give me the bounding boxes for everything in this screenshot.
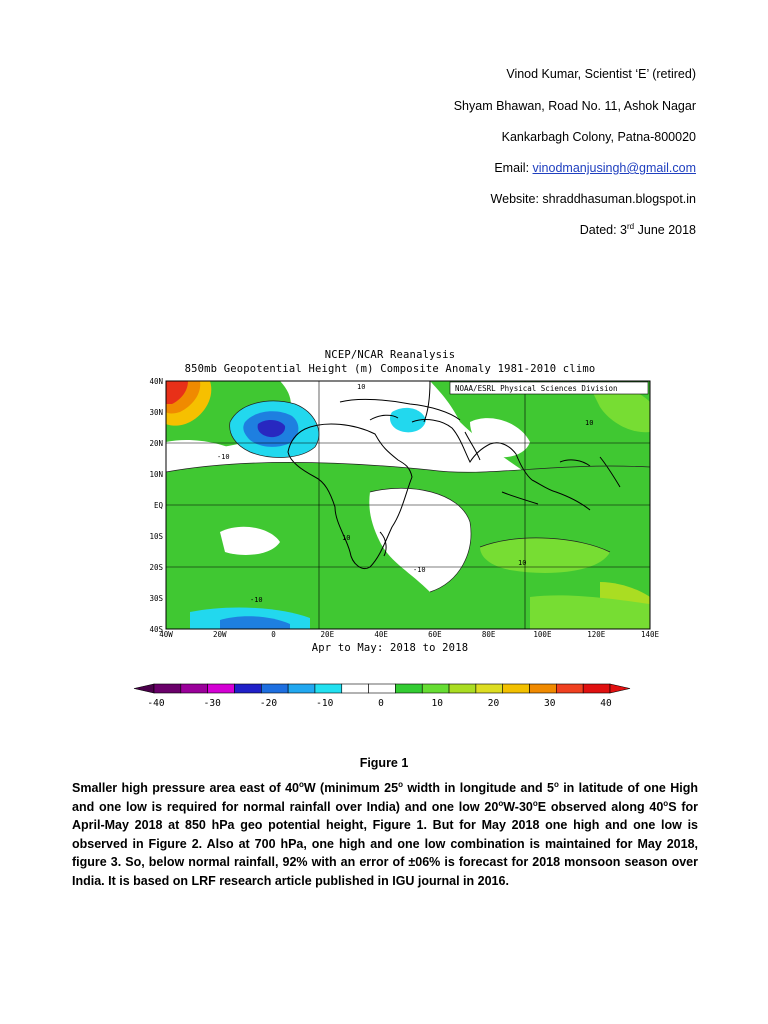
colorbar-cell bbox=[503, 684, 530, 693]
colorbar-labels bbox=[147, 698, 612, 709]
lat-tick-label: 10N bbox=[149, 470, 163, 479]
colorbar-cell bbox=[181, 684, 208, 693]
colorbar-cell bbox=[422, 684, 449, 693]
contour-label: 10 bbox=[518, 559, 527, 567]
colorbar-cell bbox=[342, 684, 369, 693]
email-label: Email: bbox=[494, 161, 530, 175]
lat-tick-label: 40S bbox=[149, 625, 163, 634]
colorbar-tick-label: 10 bbox=[431, 698, 443, 709]
colorbar-tick-label: -40 bbox=[147, 698, 165, 709]
colorbar-tick-label: 0 bbox=[378, 698, 384, 709]
contour-label: 10 bbox=[585, 419, 594, 427]
email-line bbox=[494, 161, 696, 175]
lon-tick-label: 140E bbox=[640, 630, 660, 639]
colorbar-min-arrow bbox=[134, 684, 154, 693]
lat-tick-label: 10S bbox=[149, 532, 163, 541]
colorbar-tick-label: -10 bbox=[316, 698, 334, 709]
contour-label: -10 bbox=[217, 453, 230, 461]
colorbar-cell bbox=[556, 684, 583, 693]
lat-tick-label: 40N bbox=[149, 377, 163, 386]
colorbar-tick-label: -20 bbox=[259, 698, 278, 709]
colorbar-cell bbox=[449, 684, 476, 693]
colorbar-cell bbox=[476, 684, 503, 693]
contour-label: 10 bbox=[357, 383, 366, 391]
contour-label: 10 bbox=[342, 534, 351, 542]
lon-tick-label: 100E bbox=[533, 630, 552, 639]
colorbar-cell bbox=[530, 684, 557, 693]
colorbar-cell bbox=[395, 684, 422, 693]
colorbar bbox=[130, 682, 650, 712]
lat-tick-label: 30N bbox=[149, 408, 163, 417]
body-paragraph: Smaller high pressure area east of 40$^o$W (minimum 25$^o$ width in longitude and 5$^o$ in latitude of one High and one low is required for normal rainfall over India) and one low 20$^o$W-30$^o$E observed along 40$^o$S for April-May 2018 at 850 hPa geo potential height, Figure 1. But for May 2018 one high and one low is observed in Figure 2. Also at 700 hPa, one high and one low combination is maintained for May 2018, figure 3. So, below normal rainfall, 92% with an error of ±06% is forecast for 2018 monsoon season over India. It is based on LRF research article published in IGU journal in 2016. bbox=[72, 779, 699, 888]
dated-line: Dated: 3rd June 2018 bbox=[579, 221, 696, 237]
lon-tick-label: 20E bbox=[320, 630, 335, 639]
colorbar-cell bbox=[208, 684, 235, 693]
colorbar-cell bbox=[583, 684, 610, 693]
lat-tick-label: 30S bbox=[149, 594, 163, 603]
credit-text: NOAA/ESRL Physical Sciences Division bbox=[455, 384, 618, 393]
contour-label: -10 bbox=[413, 566, 426, 574]
longitude-labels bbox=[159, 630, 659, 639]
lat-tick-label: 20S bbox=[149, 563, 163, 572]
address-line-2: Kankarbagh Colony, Patna-800020 bbox=[501, 130, 696, 144]
figure-title-1: NCEP/NCAR Reanalysis bbox=[324, 349, 456, 361]
author-name-line: Vinod Kumar, Scientist ‘E’ (retired) bbox=[506, 67, 696, 81]
lon-tick-label: 40E bbox=[374, 630, 388, 639]
website-line: Website: shraddhasuman.blogspot.in bbox=[490, 192, 696, 206]
colorbar-cell bbox=[234, 684, 261, 693]
latitude-labels bbox=[149, 377, 163, 634]
colorbar-tick-label: 40 bbox=[600, 698, 612, 709]
colorbar-max-arrow bbox=[610, 684, 630, 693]
lon-tick-label: 0 bbox=[271, 630, 276, 639]
lon-tick-label: 120E bbox=[587, 630, 606, 639]
colorbar-cell bbox=[261, 684, 288, 693]
colorbar-cell bbox=[154, 684, 181, 693]
colorbar-tick-label: -30 bbox=[203, 698, 221, 709]
geopotential-anomaly-map bbox=[130, 342, 660, 662]
figure-caption: Figure 1 bbox=[359, 756, 409, 770]
lon-tick-label: 80E bbox=[481, 630, 496, 639]
contour-label: -10 bbox=[250, 596, 263, 604]
figure-title-2: 850mb Geopotential Height (m) Composite Anomaly 1981-2010 climo bbox=[184, 363, 596, 375]
colorbar-cell bbox=[288, 684, 315, 693]
colorbar-tick-label: 30 bbox=[544, 698, 556, 709]
colorbar-cell bbox=[369, 684, 396, 693]
figure-subtitle: Apr to May: 2018 to 2018 bbox=[311, 642, 469, 654]
email-link[interactable]: vinodmanjusingh@gmail.com bbox=[532, 161, 696, 175]
lon-tick-label: 20W bbox=[213, 630, 227, 639]
lon-tick-label: 40W bbox=[159, 630, 173, 639]
figure-1 bbox=[130, 342, 660, 662]
colorbar-cells bbox=[134, 684, 630, 693]
lon-tick-label: 60E bbox=[428, 630, 442, 639]
lat-tick-label: EQ bbox=[153, 501, 163, 510]
lat-tick-label: 20N bbox=[149, 439, 163, 448]
colorbar-cell bbox=[315, 684, 342, 693]
colorbar-tick-label: 20 bbox=[487, 698, 500, 709]
address-line-1: Shyam Bhawan, Road No. 11, Ashok Nagar bbox=[453, 99, 696, 113]
